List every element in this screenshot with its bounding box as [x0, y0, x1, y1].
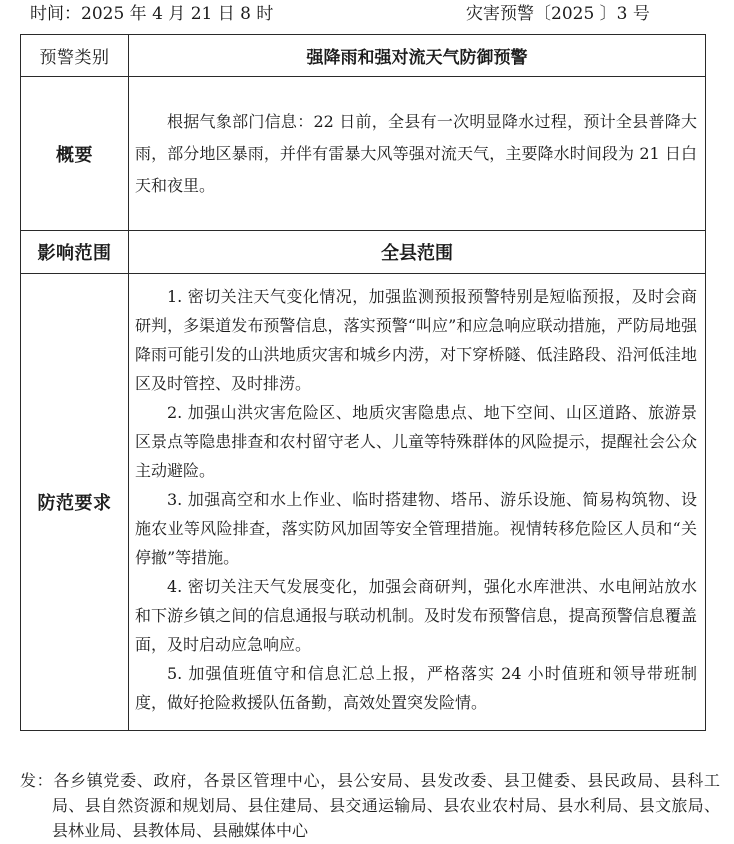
- scope-label: 影响范围: [21, 231, 129, 274]
- distribution-footer: [20, 768, 720, 843]
- requirement-item: 4. 密切关注天气发展变化，加强会商研判，强化水库泄洪、水电闸站放水和下游乡镇之间的信息通报与联动机制。及时发布预警信息，提高预警信息覆盖面，及时启动应急响应。: [135, 576, 697, 654]
- requirements-list: [129, 278, 705, 727]
- issue-time: 时间：2025 年 4 月 21 日 8 时: [30, 4, 274, 24]
- overview-cell: [129, 77, 706, 231]
- requirements-label: 防范要求: [21, 274, 129, 731]
- requirement-item: 5. 加强值班值守和信息汇总上报，严格落实 24 小时值班和领导带班制度，做好抢险救援队伍备勤，高效处置突发险情。: [135, 663, 697, 712]
- overview-text: 根据气象部门信息：22 日前，全县有一次明显降水过程，预计全县普降大雨，部分地区暴雨，并伴有雷暴大风等强对流天气，主要降水时间段为 21 日白天和夜里。: [135, 111, 697, 195]
- scope-value: 全县范围: [129, 231, 706, 274]
- distribution-line: [20, 768, 720, 843]
- row-overview: [21, 77, 706, 231]
- requirements-cell: [129, 274, 706, 731]
- warning-type-value: 强降雨和强对流天气防御预警: [129, 35, 706, 77]
- warning-type-label: 预警类别: [21, 35, 129, 77]
- requirement-item: 2. 加强山洪灾害危险区、地质灾害隐患点、地下空间、山区道路、旅游景区景点等隐患排查和农村留守老人、儿童等特殊群体的风险提示，提醒社会公众主动避险。: [135, 402, 697, 480]
- distribution-prefix: 发：: [20, 771, 54, 790]
- row-warning-type: [21, 35, 706, 77]
- document-number: 灾害预警〔2025 〕3 号: [466, 4, 650, 24]
- requirement-item: 1. 密切关注天气变化情况，加强监测预报预警特别是短临预报，及时会商研判，多渠道发布预警信息，落实预警“叫应”和应急响应联动措施，严防局地强降雨可能引发的山洪地质灾害和城乡内涝，对下穿桥隧、低洼路段、沿河低洼地区及时管控、及时排涝。: [135, 286, 697, 393]
- warning-table: [20, 34, 706, 731]
- document-header: [0, 2, 734, 28]
- distribution-recipients: 各乡镇党委、政府，各景区管理中心，县公安局、县发改委、县卫健委、县民政局、县科工局、县自然资源和规划局、县住建局、县交通运输局、县农业农村局、县水利局、县文旅局、县林业局、县教体局、县融媒体中心: [52, 771, 720, 840]
- row-requirements: [21, 274, 706, 731]
- overview-label: 概要: [21, 77, 129, 231]
- requirement-item: 3. 加强高空和水上作业、临时搭建物、塔吊、游乐设施、简易构筑物、设施农业等风险排查，落实防风加固等安全管理措施。视情转移危险区人员和“关停撤”等措施。: [135, 489, 697, 567]
- row-scope: [21, 231, 706, 274]
